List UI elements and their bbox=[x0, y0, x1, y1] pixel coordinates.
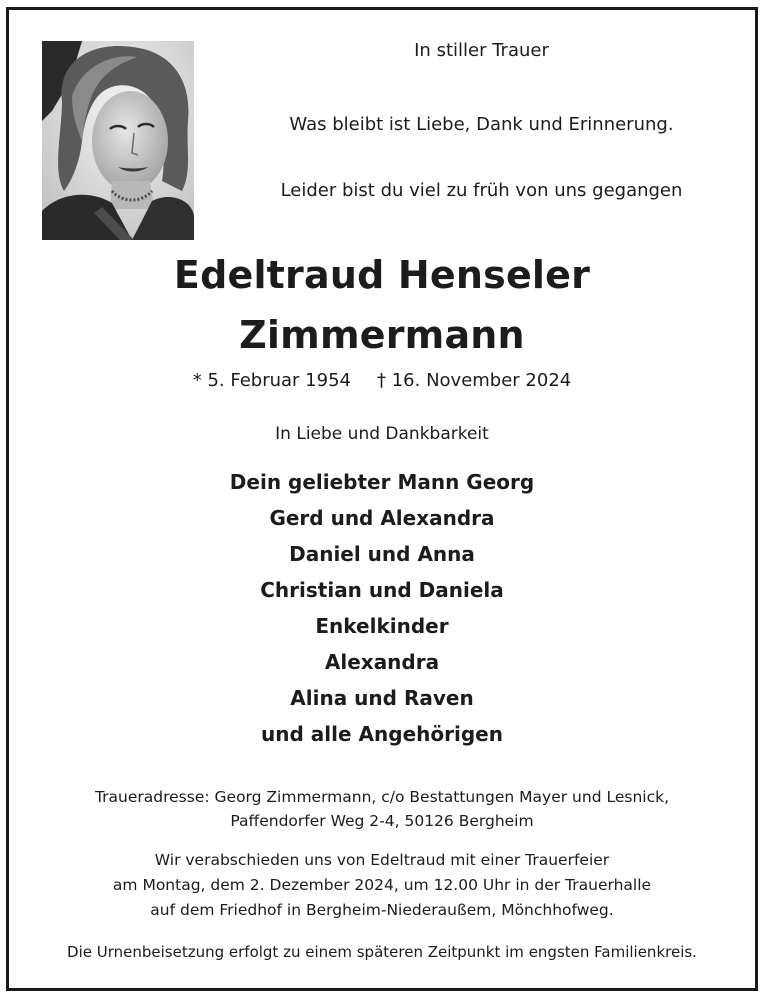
mourner-name: Enkelkinder bbox=[315, 614, 449, 638]
mourner-name: Daniel und Anna bbox=[289, 542, 475, 566]
mourner-name: und alle Angehörigen bbox=[261, 722, 503, 746]
header-line-in-stiller-trauer: In stiller Trauer bbox=[414, 40, 549, 61]
portrait-photo bbox=[42, 41, 194, 240]
mourner-name: Christian und Daniela bbox=[260, 578, 504, 602]
header-line-quote: Was bleibt ist Liebe, Dank und Erinnerung. bbox=[289, 114, 674, 135]
address-line-1: Traueradresse: Georg Zimmermann, c/o Bestattungen Mayer und Lesnick, bbox=[94, 788, 669, 806]
header-line-too-early: Leider bist du viel zu früh von uns gegangen bbox=[280, 180, 683, 201]
mourner-name: Alina und Raven bbox=[290, 686, 474, 710]
deceased-name-line-1: Edeltraud Henseler bbox=[173, 253, 591, 297]
burial-note: Die Urnenbeisetzung erfolgt zu einem späteren Zeitpunkt im engsten Familienkreis. bbox=[67, 943, 697, 961]
death-date: † 16. November 2024 bbox=[377, 370, 572, 391]
address-line-2: Paffendorfer Weg 2-4, 50126 Bergheim bbox=[230, 812, 534, 830]
ceremony-line-3: auf dem Friedhof in Bergheim-Niederaußem, Mönchhofweg. bbox=[150, 901, 614, 919]
mourner-name: Alexandra bbox=[324, 650, 440, 674]
life-dates bbox=[9, 370, 755, 391]
ceremony-line-1: Wir verabschieden uns von Edeltraud mit einer Trauerfeier bbox=[154, 851, 610, 869]
mourners-intro: In Liebe und Dankbarkeit bbox=[275, 424, 489, 444]
mourner-name: Dein geliebter Mann Georg bbox=[229, 470, 535, 494]
deceased-name-line-2: Zimmermann bbox=[239, 313, 525, 357]
obituary-notice bbox=[6, 7, 758, 991]
birth-date: * 5. Februar 1954 bbox=[192, 370, 351, 391]
mourner-name: Gerd und Alexandra bbox=[269, 506, 495, 530]
ceremony-line-2: am Montag, dem 2. Dezember 2024, um 12.00 Uhr in der Trauerhalle bbox=[112, 876, 652, 894]
